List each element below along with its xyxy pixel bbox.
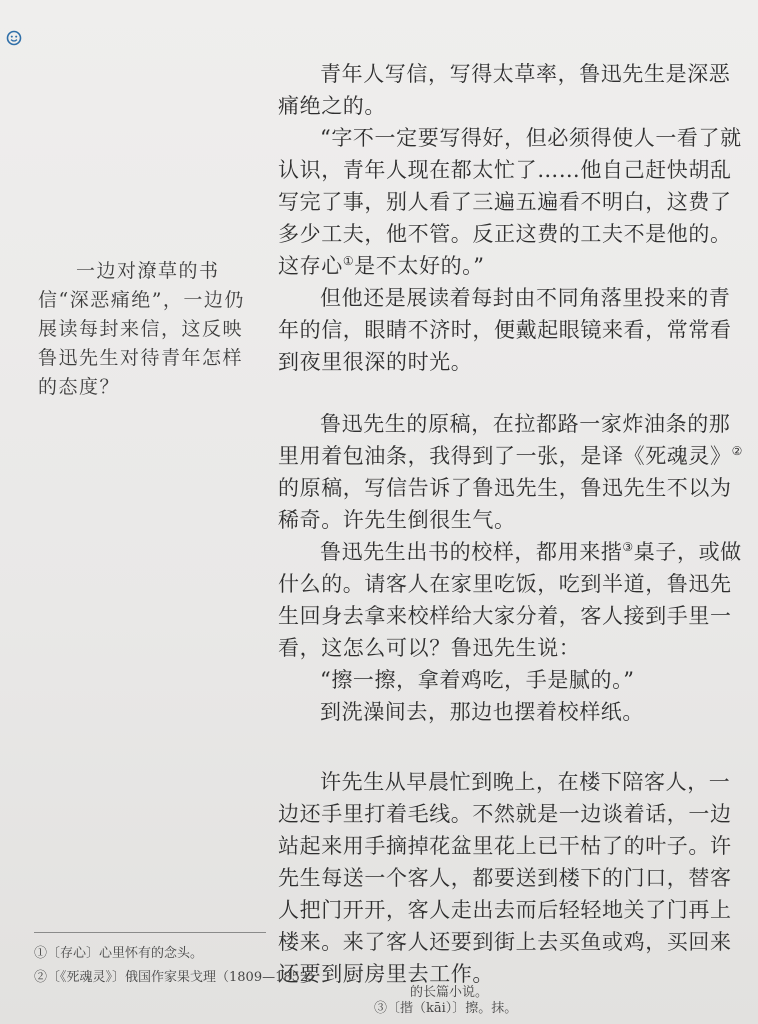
paragraph-5: 鲁迅先生出书的校样，都用来揩③桌子，或做什么的。请客人在家里吃饭，吃到半道，鲁迅先生回身去拿来校样给大家分着，客人接到手里一看，这怎么可以？鲁迅先生说： <box>278 540 742 660</box>
footnotes <box>34 942 374 990</box>
paragraph-1: 青年人写信，写得太草率，鲁迅先生是深恶痛绝之的。 <box>278 62 731 118</box>
footnote-1: ①〔存心〕心里怀有的念头。 <box>34 946 204 961</box>
side-question-note <box>38 257 260 402</box>
side-question-text: 一边对潦草的书信“深恶痛绝”，一边仍展读每封来信，这反映鲁迅先生对待青年怎样的态度？ <box>38 260 245 398</box>
main-text <box>278 58 748 990</box>
paragraph-6: “擦一擦，拿着鸡吃，手是腻的。” <box>320 668 635 692</box>
footnote-divider <box>34 932 266 933</box>
footnote-ref-2: ② <box>731 444 743 458</box>
footnote-ref-1: ① <box>342 254 355 268</box>
paragraph-3: 但他还是展读着每封由不同角落里投来的青年的信，眼睛不济时，便戴起眼镜来看，常常看到夜里很深的时光。 <box>278 286 732 374</box>
paragraph-2: “字不一定要写得好，但必须得使人一看了就认识，青年人现在都太忙了……他自己赶快胡乱写完了事，别人看了三遍五遍看不明白，这费了多少工夫，他不管。反正这费的工夫不是他的。这存心①是不太好的。” <box>278 126 742 278</box>
footnote-2-continued: 的长篇小说。 <box>410 985 489 1000</box>
paragraph-8: 许先生从早晨忙到晚上，在楼下陪客人，一边还手里打着毛线。不然就是一边谈着话，一边站起来用手摘掉花盆里花上已干枯了的叶子。许先生每送一个客人，都要送到楼下的门口，替客人把门开开，客人走出去而后轻轻地关了门再上楼来。来了客人还要到街上去买鱼或鸡，买回来还要到厨房里去工作。 <box>278 770 732 986</box>
paragraph-4: 鲁迅先生的原稿，在拉都路一家炸油条的那里用着包油条，我得到了一张，是译《死魂灵》②的原稿，写信告诉了鲁迅先生，鲁迅先生不以为稀奇。许先生倒很生气。 <box>278 412 743 532</box>
footnote-ref-3: ③ <box>622 540 634 554</box>
smiley-face-icon <box>6 30 22 46</box>
paragraph-7: 到洗澡间去，那边也摆着校样纸。 <box>320 700 644 724</box>
footnote-2: ②〔《死魂灵》〕俄国作家果戈理（1809—1852） <box>34 970 322 985</box>
footnote-3: ③〔揩（kāi）〕擦。抹。 <box>374 1001 518 1016</box>
